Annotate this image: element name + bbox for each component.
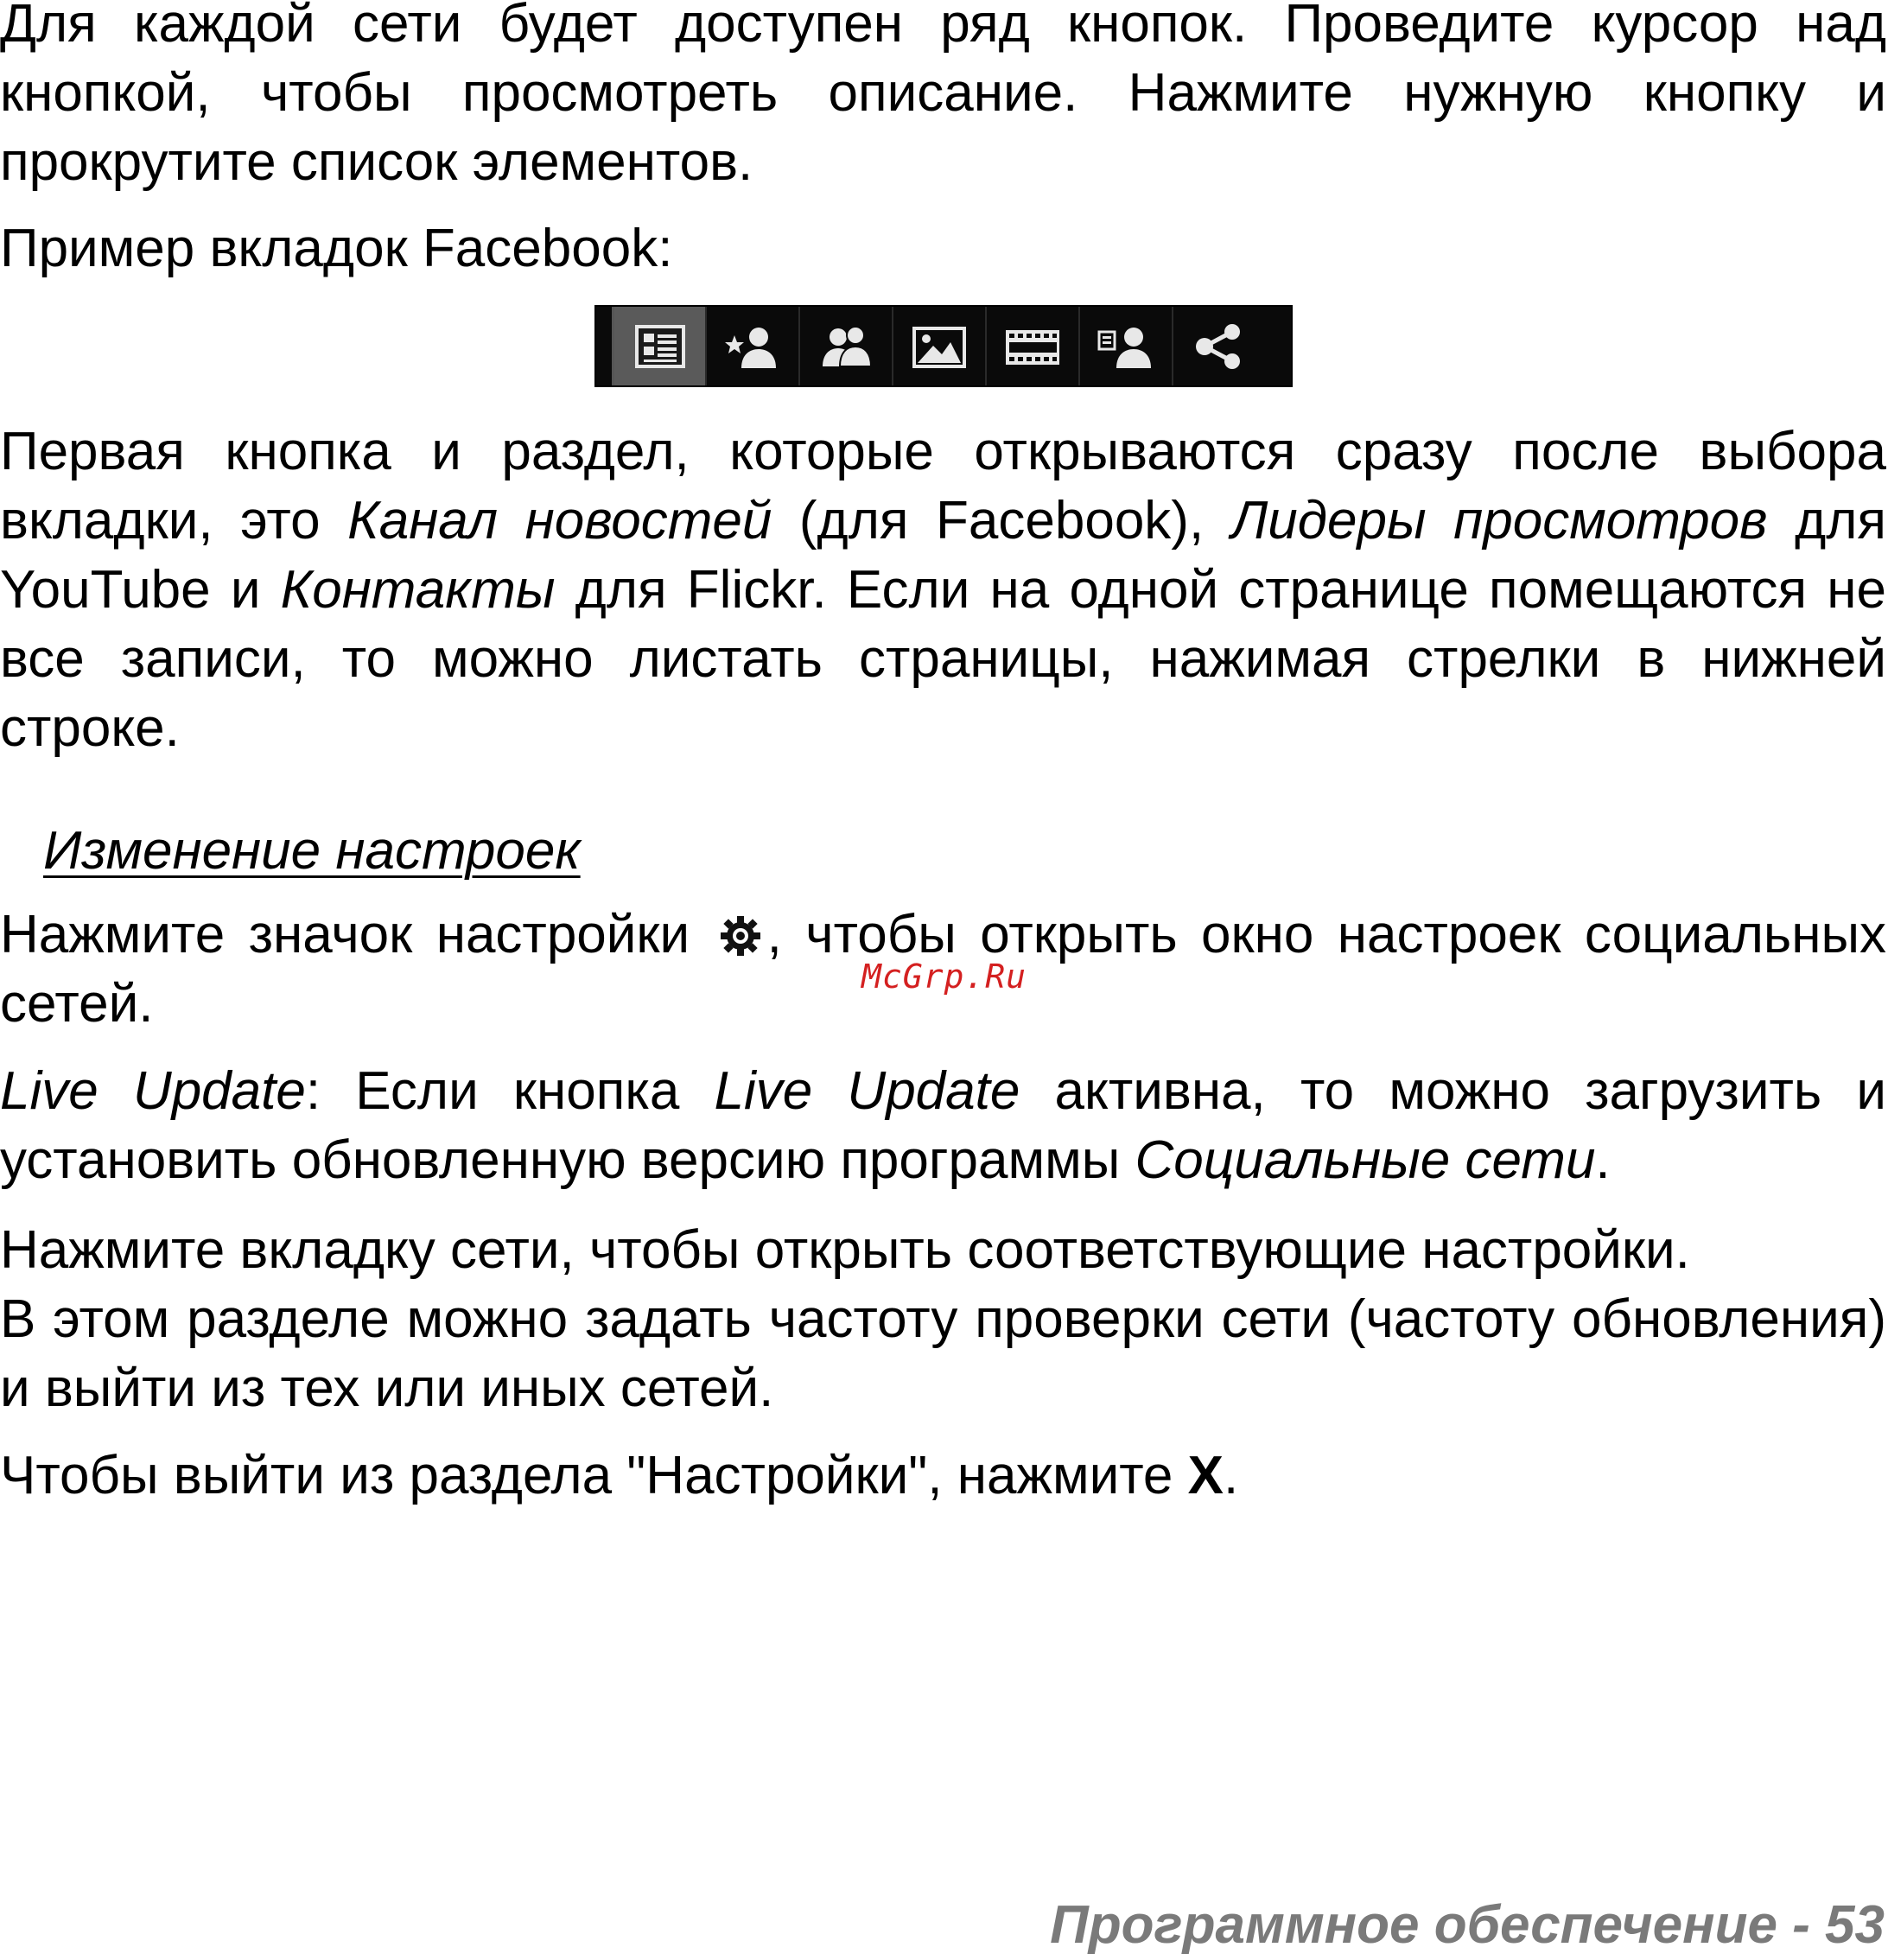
- exit-paragraph: Чтобы выйти из раздела "Настройки", нажмите X.: [0, 1446, 1239, 1505]
- profile-icon: [1096, 320, 1156, 373]
- share-icon: [1189, 320, 1249, 373]
- gear-icon: [717, 913, 764, 959]
- news-feed-icon: [630, 320, 690, 373]
- facebook-tab-toolbar: [594, 305, 1293, 387]
- videos-icon: [1002, 320, 1063, 373]
- page-number: 53: [1825, 1895, 1885, 1955]
- news-feed-button[interactable]: [612, 307, 705, 385]
- photos-button[interactable]: [892, 307, 985, 385]
- friends-button[interactable]: [798, 307, 892, 385]
- intro-paragraph: Для каждой сети будет доступен ряд кнопок. Проведите курсор над кнопкой, чтобы просмотреть описание. Нажмите нужную кнопку и прокрутите список элементов.: [0, 0, 1886, 192]
- first-button-paragraph: Первая кнопка и раздел, которые открываются сразу после выбора вкладки, это Канал новостей (для Facebook), Лидеры просмотров для YouTube и Контакты для Flickr. Если на одной странице помещаются не все записи, то можно листать страницы, нажимая стрелки в нижней строке.: [0, 422, 1886, 758]
- watermark: McGrp.Ru: [861, 958, 1027, 996]
- example-caption: Пример вкладок Facebook:: [0, 219, 673, 278]
- network-tab-paragraph: Нажмите вкладку сети, чтобы открыть соответствующие настройки.: [0, 1220, 1690, 1280]
- favorite-person-icon: [722, 320, 783, 373]
- settings-heading: Изменение настроек: [43, 821, 581, 881]
- favorite-person-button[interactable]: [705, 307, 798, 385]
- profile-button[interactable]: [1078, 307, 1172, 385]
- section-info-paragraph: В этом разделе можно задать частоту проверки сети (частоту обновления) и выйти из тех или иных сетей.: [0, 1289, 1886, 1418]
- page-footer: [1050, 1891, 1885, 1960]
- share-button[interactable]: [1172, 307, 1265, 385]
- videos-button[interactable]: [985, 307, 1078, 385]
- photos-icon: [909, 320, 969, 373]
- friends-icon: [816, 320, 876, 373]
- live-update-paragraph: Live Update: Если кнопка Live Update активна, то можно загрузить и установить обновленную версию программы Социальные сети.: [0, 1061, 1886, 1190]
- footer-section-title: Программное обеспечение -: [1050, 1895, 1826, 1955]
- settings-intro-paragraph: Нажмите значок настройки , чтобы открыть окно настроек социальных сетей.: [0, 905, 1887, 1034]
